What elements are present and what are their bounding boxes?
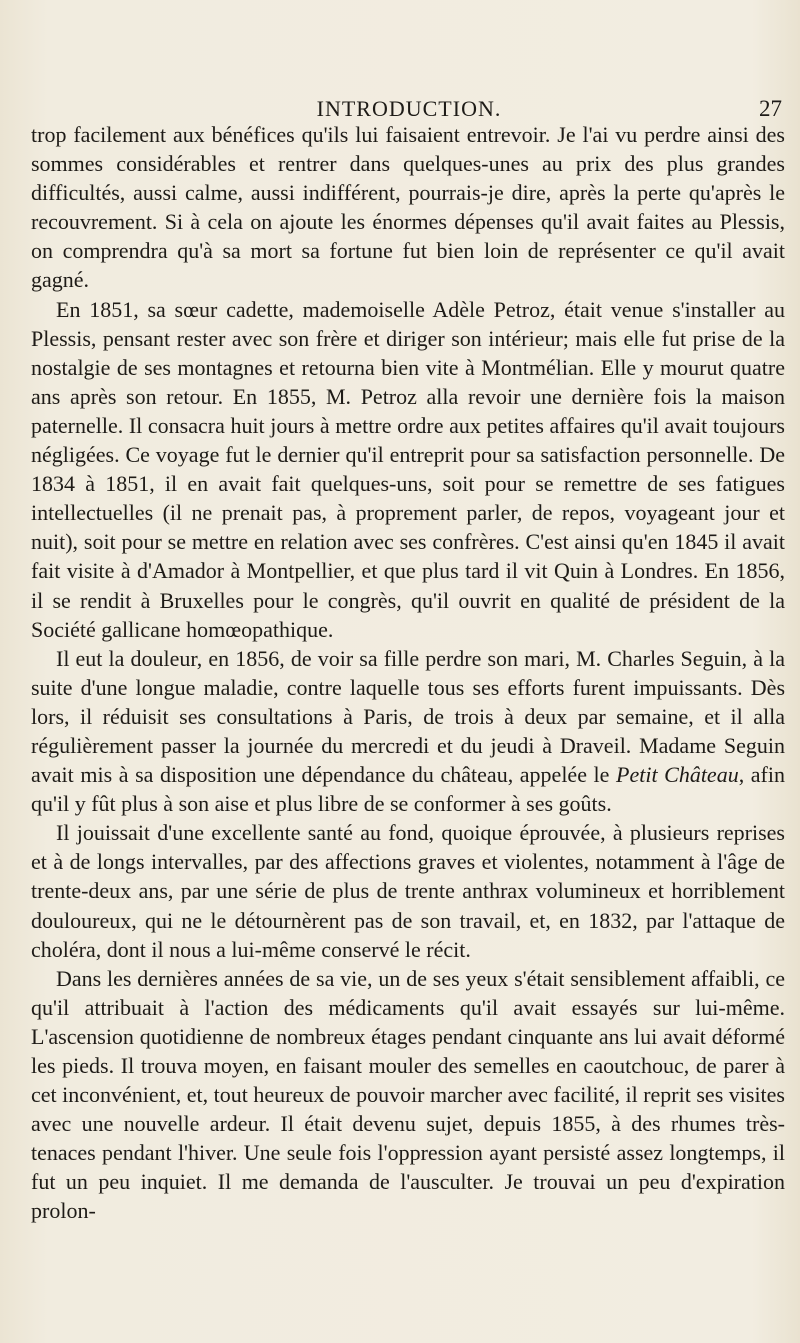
paragraph-3 xyxy=(31,644,785,819)
paragraph-2: En 1851, sa sœur cadette, mademoiselle Adèle Petroz, était venue s'installer au Plessis, pensant rester avec son frère et diriger son intérieur; mais elle fut prise de la nostalgie de ses montagnes et retourna bien vite à Montmélian. Elle y mourut quatre ans après son retour. En 1855, M. Petroz alla revoir une dernière fois la maison paternelle. Il consacra huit jours à mettre ordre aux petites affaires qu'il avait toujours négligées. Ce voyage fut le dernier qu'il entreprit pour sa satisfaction personnelle. De 1834 à 1851, il en avait fait quelques-uns, soit pour se remettre de ses fatigues intellectuelles (il ne prenait pas, à proprement parler, de repos, voyageant jour et nuit), soit pour se mettre en relation avec ses confrères. C'est ainsi qu'en 1845 il avait fait visite à d'Amador à Montpellier, et que plus tard il vit Quin à Londres. En 1856, il se rendit à Bruxelles pour le congrès, qu'il ouvrit en qualité de président de la Société gallicane homœopathique. xyxy=(31,296,785,642)
paragraph-3-text-after: , afin qu'il y fût plus à son aise et plus libre de se conformer à ses goûts. xyxy=(31,762,785,817)
body-text xyxy=(31,120,785,1226)
paragraph-1: trop facilement aux bénéfices qu'ils lui faisaient entrevoir. Je l'ai vu perdre ainsi des sommes considérables et rentrer dans quelques-unes au prix des plus grandes difficultés, aussi calme, aussi indifférent, pourrais-je dire, après la perte qu'après le recouvrement. Si à cela on ajoute les énormes dépenses qu'il avait faites au Plessis, on comprendra qu'à sa mort sa fortune fut bien loin de représenter ce qu'il avait gagné. xyxy=(31,122,785,293)
page-number: 27 xyxy=(759,96,782,121)
paragraph-5: Dans les dernières années de sa vie, un de ses yeux s'était sensiblement affaibli, ce qu'il attribuait à l'action des médicaments qu'il avait essayés sur lui-même. L'ascension quotidienne de nombreux étages pendant cinquante ans lui avait déformé les pieds. Il trouva moyen, en faisant mouler des semelles en caoutchouc, de parer à cet inconvénient, et, tout heureux de pouvoir marcher avec facilité, il reprit ses visites avec une nouvelle ardeur. Il était devenu sujet, depuis 1855, à des rhumes très-tenaces pendant l'hiver. Une seule fois l'oppression ayant persisté assez longtemps, il fut un peu inquiet. Il me demanda de l'ausculter. Je trouvai un peu d'expiration prolon- xyxy=(31,965,785,1224)
running-title: INTRODUCTION. xyxy=(316,96,502,121)
paragraph-4: Il jouissait d'une excellente santé au fond, quoique éprouvée, à plusieurs reprises et à de longs intervalles, par des affections graves et violentes, notamment à l'âge de trente-deux ans, par une série de plus de trente anthrax volumineux et horriblement douloureux, qui ne le détournèrent pas de son travail, et, en 1832, par l'attaque de choléra, dont il nous a lui-même conservé le récit. xyxy=(31,820,785,962)
petit-chateau-italic: Petit Château xyxy=(616,762,739,788)
paragraph-3-text-before: Il eut la douleur, en 1856, de voir sa fille perdre son mari, M. Charles Seguin, à la suite d'une longue maladie, contre laquelle tous ses efforts furent impuissants. Dès lors, il réduisit ses consultations à Paris, de trois à deux par semaine, et il alla régulièrement passer la journée du mercredi et du jeudi à Draveil. Madame Seguin avait mis à sa disposition une dépendance du château, appelée le xyxy=(31,645,785,788)
